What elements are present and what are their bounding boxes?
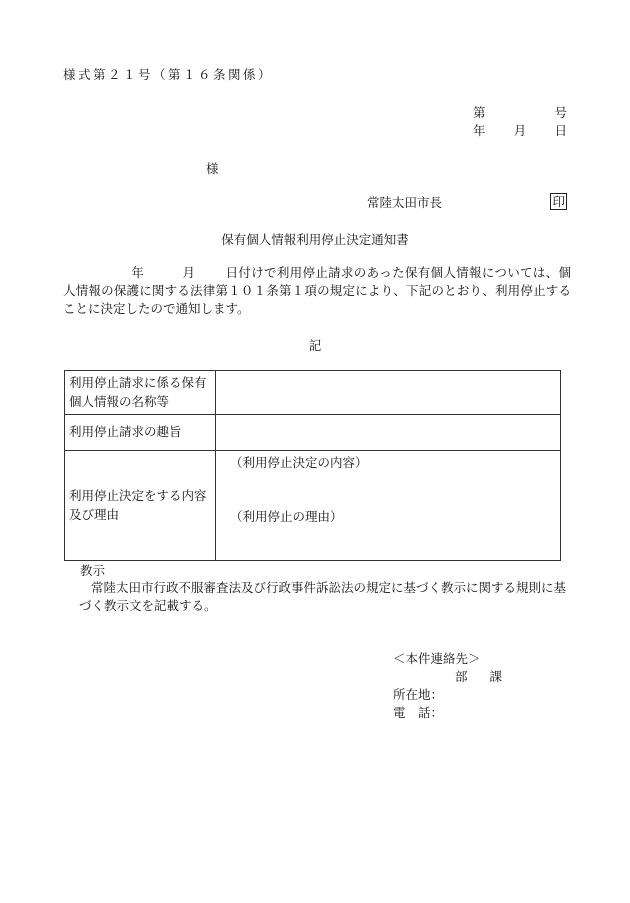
- table-row: [65, 371, 561, 415]
- table-row: [65, 451, 561, 561]
- row-value-info-name: [216, 371, 561, 415]
- row-label-decision: 利用停止決定をする内容及び理由: [65, 451, 216, 561]
- body-year: 年: [131, 265, 145, 280]
- row-label-request-purpose: 利用停止請求の趣旨: [65, 415, 216, 451]
- document-title: 保有個人情報利用停止決定通知書: [221, 232, 409, 247]
- form-number: 様式第２１号（第１６条関係）: [63, 67, 274, 82]
- row-value-request-purpose: [216, 415, 561, 451]
- contact-department: [455, 668, 502, 686]
- number-prefix: 第: [473, 105, 486, 120]
- contact-phone: 電 話：: [393, 705, 444, 720]
- contact-dept-label: 部: [455, 669, 468, 684]
- issuer-line: [367, 194, 567, 212]
- contact-section-label: 課: [489, 669, 503, 684]
- decision-reason-label: （利用停止の理由）: [230, 509, 343, 524]
- appeal-heading: 教示: [80, 563, 106, 578]
- info-table: [64, 370, 561, 561]
- addressee-suffix: 様: [206, 161, 219, 176]
- date-line: [473, 122, 567, 140]
- date-day: 日: [554, 123, 567, 138]
- seal-stamp: 印: [552, 194, 565, 209]
- row-label-info-name: 利用停止請求に係る保有個人情報の名称等: [65, 371, 216, 415]
- date-month: 月: [513, 123, 527, 138]
- appeal-body: 常陸太田市行政不服審査法及び行政事件訴訟法の規定に基づく教示に関する規則に基づく教示文を記載する。: [79, 580, 567, 614]
- ki-heading: 記: [308, 338, 322, 353]
- number-suffix: 号: [554, 105, 567, 120]
- document-number-line: [473, 104, 567, 122]
- body-month: 月: [182, 265, 196, 280]
- table-row: [65, 415, 561, 451]
- body-paragraph: [63, 264, 571, 318]
- decision-content-label: （利用停止決定の内容）: [230, 455, 368, 470]
- date-year: 年: [473, 123, 486, 138]
- issuer-title: 常陸太田市長: [367, 195, 443, 210]
- contact-address: 所在地：: [393, 687, 444, 702]
- contact-heading: ＜本件連絡先＞: [393, 651, 481, 666]
- row-value-decision: [216, 451, 561, 561]
- body-text: 日付けで利用停止請求のあった保有個人情報については、個人情報の保護に関する法律第１０１条第１項の規定により、下記のとおり、利用停止することに決定したので通知します。: [63, 265, 571, 317]
